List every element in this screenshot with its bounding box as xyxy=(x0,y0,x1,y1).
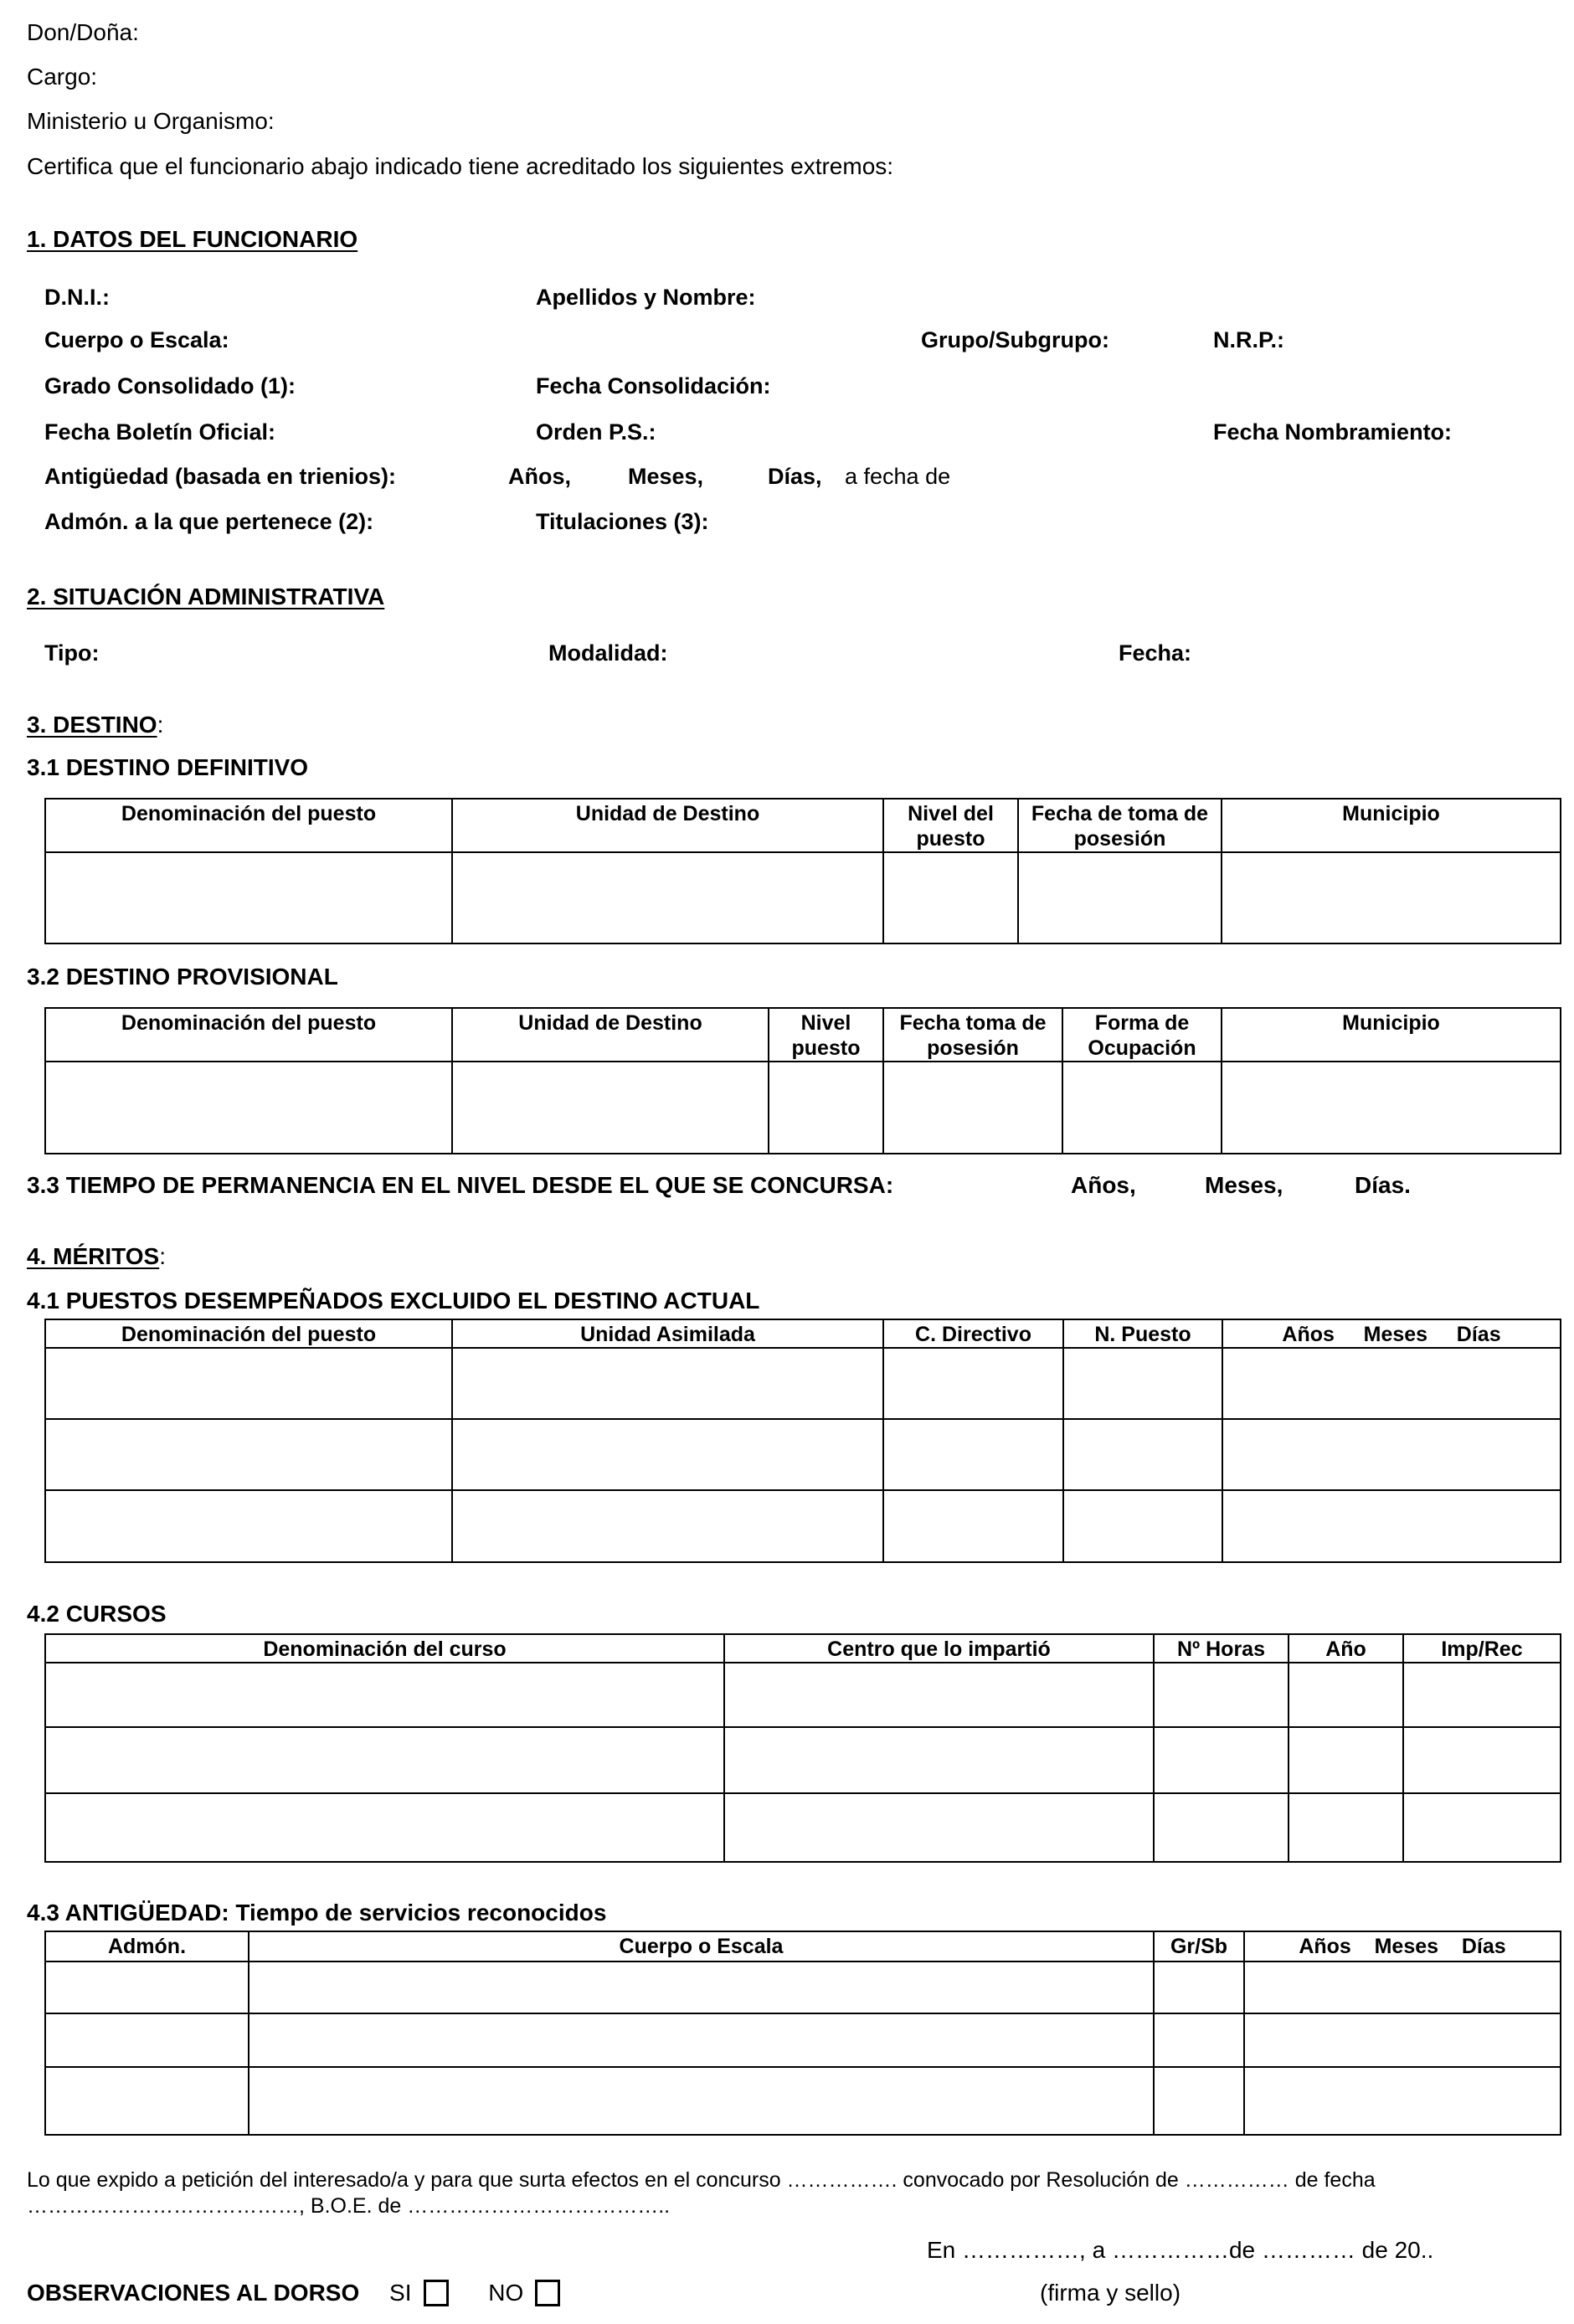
table-cell[interactable] xyxy=(45,1062,452,1154)
destino-definitivo-table xyxy=(44,798,1561,944)
table-cell[interactable] xyxy=(452,1062,769,1154)
table-cell[interactable] xyxy=(1222,852,1561,943)
no-checkbox[interactable] xyxy=(535,2280,560,2306)
table-cell[interactable] xyxy=(45,852,452,943)
destino-definitivo-title: 3.1 DESTINO DEFINITIVO xyxy=(27,754,309,780)
table-cell[interactable] xyxy=(45,1490,452,1562)
a-fecha-label: a fecha de xyxy=(845,464,951,489)
table-cell[interactable] xyxy=(45,1727,724,1793)
table-cell[interactable] xyxy=(883,1419,1063,1490)
table-row xyxy=(45,1727,1561,1793)
table-row xyxy=(45,1419,1561,1490)
table-cell[interactable] xyxy=(45,1663,724,1727)
table-header-row xyxy=(45,1319,1561,1348)
antiguedad-title-bold: 4.3 ANTIGÜEDAD: xyxy=(27,1900,229,1926)
column-header: Forma de Ocupación xyxy=(1062,1008,1222,1062)
table-cell[interactable] xyxy=(452,1419,883,1490)
place-date-line: En ……………, a ……………de ………… de 20.. xyxy=(927,2237,1434,2263)
fecha-consolidacion-label: Fecha Consolidación: xyxy=(536,373,771,398)
modalidad-label: Modalidad: xyxy=(548,640,668,666)
table-cell[interactable] xyxy=(45,1962,249,2013)
antiguedad-label: Antigüedad (basada en trienios): xyxy=(44,464,397,489)
fecha-boletin-label: Fecha Boletín Oficial: xyxy=(44,419,276,445)
table-cell[interactable] xyxy=(883,1062,1062,1154)
table-cell[interactable] xyxy=(249,1962,1154,2013)
table-cell[interactable] xyxy=(1154,2067,1244,2135)
no-label: NO xyxy=(488,2280,524,2306)
table-cell[interactable] xyxy=(1062,1062,1222,1154)
column-header: Nº Horas xyxy=(1154,1634,1289,1663)
permanencia-title: 3.3 TIEMPO DE PERMANENCIA EN EL NIVEL DESDE EL QUE SE CONCURSA: xyxy=(27,1172,894,1198)
table-cell[interactable] xyxy=(1154,1962,1244,2013)
observaciones-label: OBSERVACIONES AL DORSO xyxy=(27,2280,360,2306)
table-cell[interactable] xyxy=(1222,1062,1561,1154)
table-cell[interactable] xyxy=(1403,1663,1561,1727)
don-label: Don/Doña: xyxy=(27,19,139,45)
table-cell[interactable] xyxy=(883,1348,1063,1419)
footer-line-2: …………………………………, B.O.E. de ……………………………….. xyxy=(27,2194,671,2218)
section-3-title xyxy=(27,712,163,738)
ministerio-label: Ministerio u Organismo: xyxy=(27,108,275,134)
tipo-label: Tipo: xyxy=(44,640,100,666)
table-cell[interactable] xyxy=(1222,1348,1561,1419)
titulaciones-label: Titulaciones (3): xyxy=(536,509,709,534)
anos-label: Años, xyxy=(508,464,572,489)
antiguedad-title xyxy=(27,1900,606,1926)
column-header: Fecha toma de posesión xyxy=(883,1008,1062,1062)
firma-label: (firma y sello) xyxy=(1040,2280,1181,2306)
column-header: Imp/Rec xyxy=(1403,1634,1561,1663)
antiguedad-title-rest: Tiempo de servicios reconocidos xyxy=(229,1900,607,1926)
fecha-nombramiento-label: Fecha Nombramiento: xyxy=(1213,419,1453,445)
table-row xyxy=(45,1348,1561,1419)
table-cell[interactable] xyxy=(1244,2013,1561,2067)
column-header: Denominación del puesto xyxy=(45,1008,452,1062)
column-header: Fecha de toma de posesión xyxy=(1018,799,1222,852)
cargo-label: Cargo: xyxy=(27,64,98,90)
table-row xyxy=(45,1663,1561,1727)
observaciones-row xyxy=(27,2280,560,2306)
column-header: Denominación del puesto xyxy=(45,799,452,852)
fecha-label: Fecha: xyxy=(1119,640,1192,666)
column-header: Años Meses Días xyxy=(1244,1931,1561,1962)
table-cell[interactable] xyxy=(1154,1727,1289,1793)
column-header: Unidad de Destino xyxy=(452,1008,769,1062)
colon: : xyxy=(159,1243,166,1269)
table-cell[interactable] xyxy=(1018,852,1222,943)
table-cell[interactable] xyxy=(249,2067,1154,2135)
cursos-title: 4.2 CURSOS xyxy=(27,1601,167,1627)
section-4-title xyxy=(27,1243,166,1270)
certifica-text: Certifica que el funcionario abajo indicado tiene acreditado los siguientes extremos: xyxy=(27,153,894,179)
table-row xyxy=(45,1962,1561,2013)
column-header: Unidad Asimilada xyxy=(452,1319,883,1348)
table-cell[interactable] xyxy=(45,2067,249,2135)
table-cell[interactable] xyxy=(1222,1419,1561,1490)
puestos-title: 4.1 PUESTOS DESEMPEÑADOS EXCLUIDO EL DESTINO ACTUAL xyxy=(27,1288,760,1314)
table-row xyxy=(45,852,1561,943)
antiguedad-table xyxy=(44,1931,1561,2136)
grado-label: Grado Consolidado (1): xyxy=(44,373,296,398)
column-header: Municipio xyxy=(1222,799,1561,852)
table-cell[interactable] xyxy=(45,1419,452,1490)
column-header: Denominación del puesto xyxy=(45,1319,452,1348)
section-4-title-text: 4. MÉRITOS xyxy=(27,1243,160,1269)
table-cell[interactable] xyxy=(452,1348,883,1419)
section-3-title-text: 3. DESTINO xyxy=(27,712,157,738)
column-header: Cuerpo o Escala xyxy=(249,1931,1154,1962)
table-cell[interactable] xyxy=(1289,1663,1403,1727)
si-label: SI xyxy=(389,2280,412,2306)
permanencia-anos: Años, xyxy=(1071,1172,1136,1198)
table-row xyxy=(45,2013,1561,2067)
table-row xyxy=(45,1490,1561,1562)
nrp-label: N.R.P.: xyxy=(1213,327,1285,352)
permanencia-meses: Meses, xyxy=(1205,1172,1283,1198)
table-cell[interactable] xyxy=(452,852,883,943)
table-cell[interactable] xyxy=(1063,1419,1222,1490)
table-header-row xyxy=(45,1634,1561,1663)
cursos-table xyxy=(44,1633,1561,1863)
table-cell[interactable] xyxy=(724,1727,1154,1793)
puestos-table xyxy=(44,1319,1561,1563)
table-cell[interactable] xyxy=(1222,1490,1561,1562)
dni-label: D.N.I.: xyxy=(44,285,110,310)
table-header-row xyxy=(45,1008,1561,1062)
table-cell[interactable] xyxy=(724,1793,1154,1862)
colon: : xyxy=(157,712,164,738)
table-cell[interactable] xyxy=(1244,2067,1561,2135)
permanencia-dias: Días. xyxy=(1355,1172,1411,1198)
table-header-row xyxy=(45,799,1561,852)
table-cell[interactable] xyxy=(249,2013,1154,2067)
cuerpo-label: Cuerpo o Escala: xyxy=(44,327,229,352)
section-2-title: 2. SITUACIÓN ADMINISTRATIVA xyxy=(27,584,385,609)
table-cell[interactable] xyxy=(1063,1348,1222,1419)
column-header: N. Puesto xyxy=(1063,1319,1222,1348)
table-row xyxy=(45,1062,1561,1154)
table-cell[interactable] xyxy=(1063,1490,1222,1562)
table-cell[interactable] xyxy=(45,2013,249,2067)
apellidos-label: Apellidos y Nombre: xyxy=(536,285,756,310)
table-cell[interactable] xyxy=(769,1062,883,1154)
table-cell[interactable] xyxy=(1403,1727,1561,1793)
column-header: Unidad de Destino xyxy=(452,799,883,852)
table-cell[interactable] xyxy=(1154,1663,1289,1727)
column-header: Admón. xyxy=(45,1931,249,1962)
column-header: Gr/Sb xyxy=(1154,1931,1244,1962)
column-header: Centro que lo impartió xyxy=(724,1634,1154,1663)
table-cell[interactable] xyxy=(45,1348,452,1419)
column-header: Denominación del curso xyxy=(45,1634,724,1663)
admon-label: Admón. a la que pertenece (2): xyxy=(44,509,374,534)
dias-label: Días, xyxy=(768,464,822,489)
grupo-label: Grupo/Subgrupo: xyxy=(921,327,1109,352)
section-1-title: 1. DATOS DEL FUNCIONARIO xyxy=(27,226,358,252)
column-header: Años Meses Días xyxy=(1222,1319,1561,1348)
table-cell[interactable] xyxy=(1403,1793,1561,1862)
si-checkbox[interactable] xyxy=(424,2280,449,2306)
column-header: Nivel puesto xyxy=(769,1008,883,1062)
column-header: Año xyxy=(1289,1634,1403,1663)
column-header: C. Directivo xyxy=(883,1319,1063,1348)
table-cell[interactable] xyxy=(1154,1793,1289,1862)
table-cell[interactable] xyxy=(724,1663,1154,1727)
footer-line-1: Lo que expido a petición del interesado/a y para que surta efectos en el concurso ……………. convocado por Resolución de …………… de fecha xyxy=(27,2168,1376,2192)
table-cell[interactable] xyxy=(883,852,1018,943)
column-header: Municipio xyxy=(1222,1008,1561,1062)
table-row xyxy=(45,1793,1561,1862)
table-cell[interactable] xyxy=(1289,1793,1403,1862)
orden-label: Orden P.S.: xyxy=(536,419,656,445)
table-header-row xyxy=(45,1931,1561,1962)
table-cell[interactable] xyxy=(1289,1727,1403,1793)
destino-provisional-title: 3.2 DESTINO PROVISIONAL xyxy=(27,964,338,990)
meses-label: Meses, xyxy=(628,464,704,489)
table-cell[interactable] xyxy=(1154,2013,1244,2067)
table-cell[interactable] xyxy=(452,1490,883,1562)
column-header: Nivel del puesto xyxy=(883,799,1018,852)
table-row xyxy=(45,2067,1561,2135)
destino-provisional-table xyxy=(44,1007,1561,1154)
table-cell[interactable] xyxy=(1244,1962,1561,2013)
table-cell[interactable] xyxy=(45,1793,724,1862)
table-cell[interactable] xyxy=(883,1490,1063,1562)
